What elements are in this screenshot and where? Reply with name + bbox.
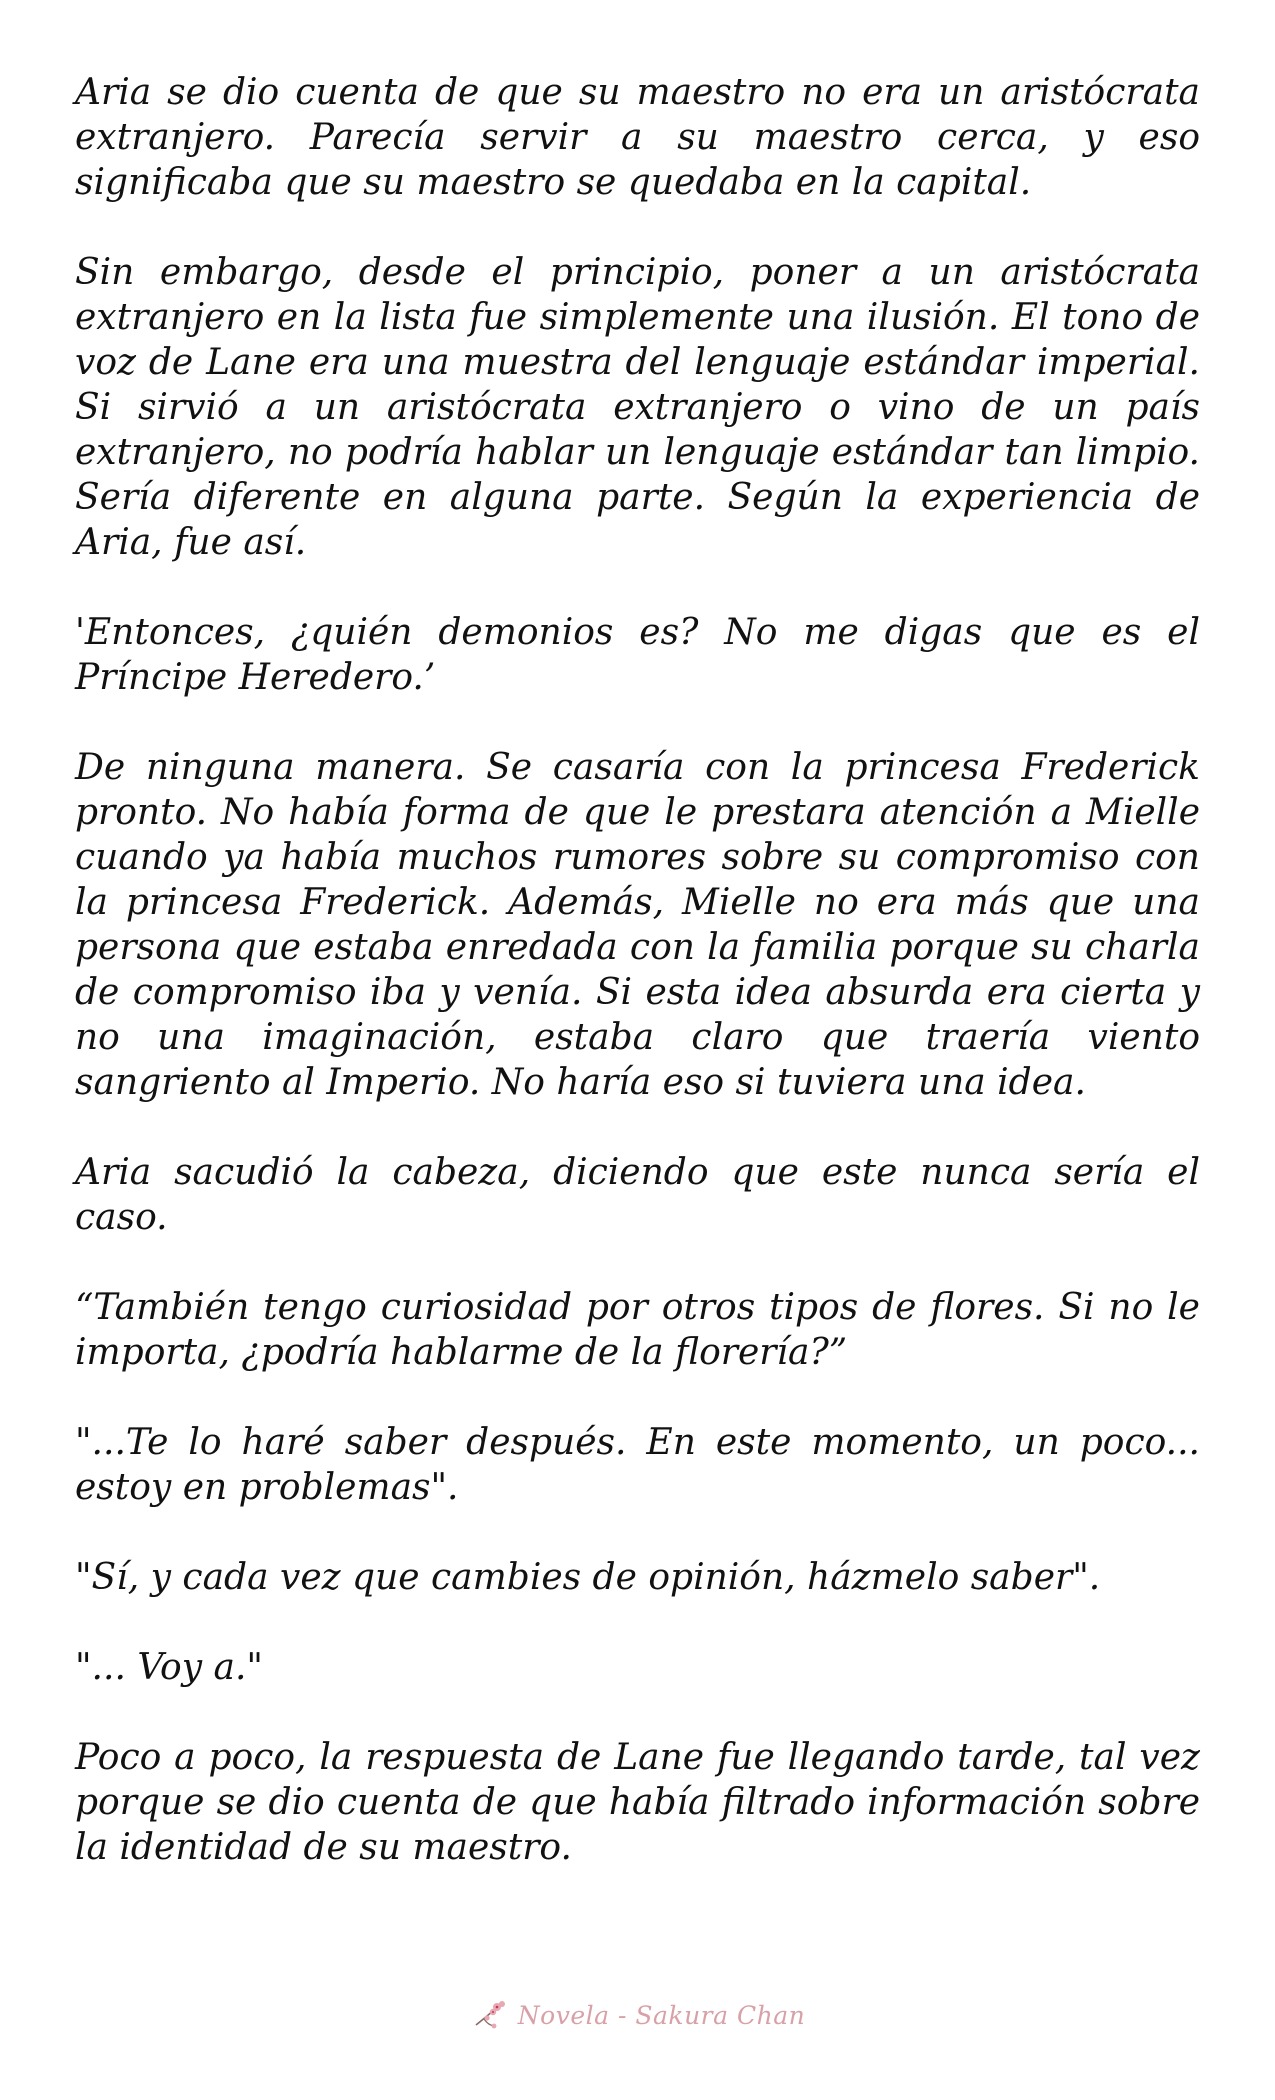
paragraph-3: 'Entonces, ¿quién demonios es? No me digas que es el Príncipe Heredero.’ [75, 612, 1200, 698]
paragraph-9: "... Voy a." [75, 1647, 263, 1688]
paragraph-7: "...Te lo haré saber después. En este momento, un poco... estoy en problemas". [75, 1422, 1200, 1508]
watermark [0, 1985, 1275, 2045]
paragraph-4: De ninguna manera. Se casaría con la princesa Frederick pronto. No había forma de que le prestara atención a Mielle cuando ya había muchos rumores sobre su compromiso con la princesa Frederick. Además, Mielle no era más que una persona que estaba enredada con la familia porque su charla de compromiso iba y venía. Si esta idea absurda era cierta y no una imaginación, estaba claro que traería viento sangriento al Imperio. No haría eso si tuviera una idea. [75, 747, 1200, 1103]
paragraph-1: Aria se dio cuenta de que su maestro no era un aristócrata extranjero. Parecía servir a su maestro cerca, y eso significaba que su maestro se quedaba en la capital. [75, 72, 1200, 203]
paragraph-6: “También tengo curiosidad por otros tipos de flores. Si no le importa, ¿podría hablarme de la florería?” [75, 1287, 1200, 1373]
paragraph-8: "Sí, y cada vez que cambies de opinión, házmelo saber". [75, 1557, 1101, 1598]
paragraph-2: Sin embargo, desde el principio, poner a un aristócrata extranjero en la lista fue simplemente una ilusión. El tono de voz de Lane era una muestra del lenguaje estándar imperial. Si sirvió a un aristócrata extranjero o vino de un país extranjero, no podría hablar un lenguaje estándar tan limpio. Sería diferente en alguna parte. Según la experiencia de Aria, fue así. [75, 252, 1200, 563]
document-body [75, 70, 1200, 1915]
paragraph-10: Poco a poco, la respuesta de Lane fue llegando tarde, tal vez porque se dio cuenta de que había filtrado información sobre la identidad de su maestro. [75, 1737, 1200, 1868]
watermark-text: Novela - Sakura Chan [517, 2000, 806, 2030]
cherry-blossom-icon [470, 1995, 510, 2035]
paragraph-5: Aria sacudió la cabeza, diciendo que este nunca sería el caso. [75, 1152, 1200, 1238]
